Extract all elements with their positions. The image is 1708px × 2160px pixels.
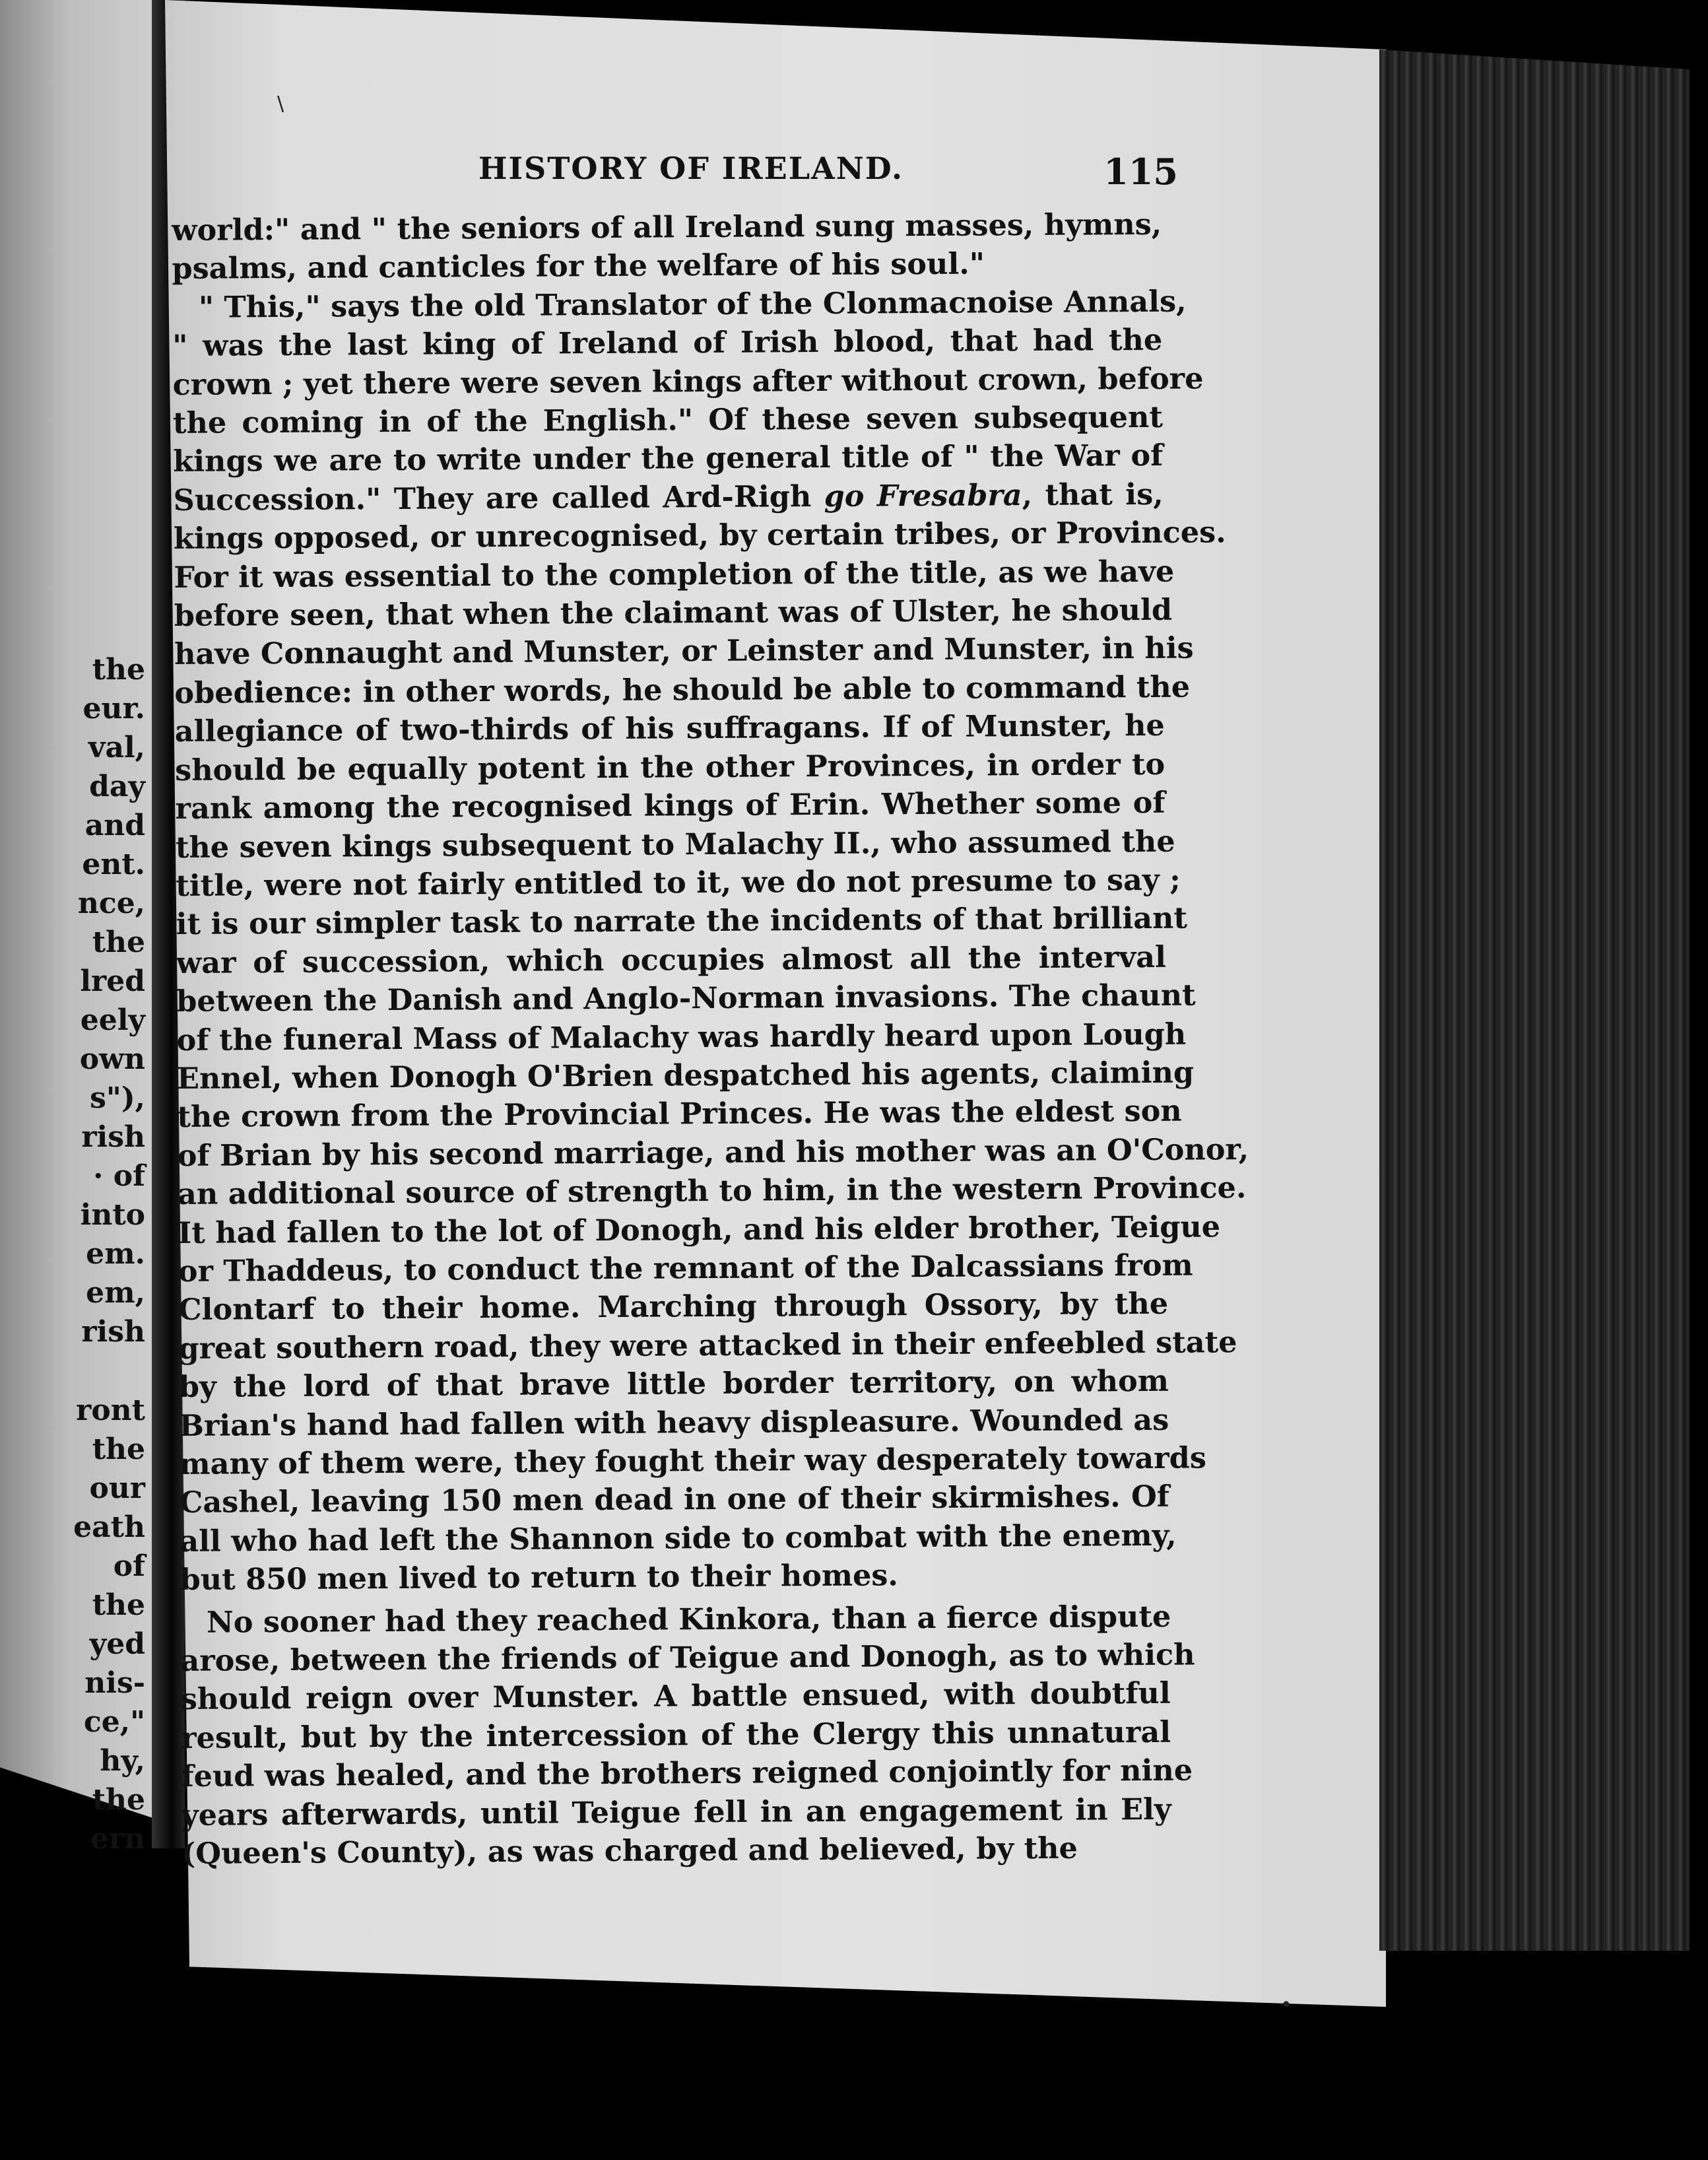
text-line: of Brian by his second marriage, and his mother was an O'Conor, xyxy=(177,1131,1249,1173)
text-line: it is our simpler task to narrate the incidents of that brilliant xyxy=(176,900,1188,942)
left-fragment: of xyxy=(113,1549,145,1583)
left-fragment: val, xyxy=(88,731,145,764)
left-fragment: nis- xyxy=(84,1666,145,1700)
left-page-text-fragments xyxy=(0,650,165,1858)
text-line: (Queen's County), as was charged and believed, by the xyxy=(181,1831,1078,1872)
left-fragment: rish xyxy=(81,1315,145,1349)
text-line: years afterwards, until Teigue fell in an engagement in Ely xyxy=(181,1792,1171,1833)
text-line: the coming in of the English." Of these seven subsequent xyxy=(172,399,1164,441)
text-line: between the Danish and Anglo-Norman invasions. The chaunt xyxy=(176,978,1196,1019)
text-line: Brian's hand had fallen with heavy displeasure. Wounded as xyxy=(179,1402,1169,1443)
left-fragment: em, xyxy=(86,1276,145,1310)
left-fragment: own xyxy=(79,1042,145,1076)
text-line: world:" and " the seniors of all Ireland sung masses, hymns, xyxy=(172,207,1162,248)
paragraph xyxy=(180,1597,1195,1873)
text-line: title, were not fairly entitled to it, we do not presume to say ; xyxy=(176,862,1181,903)
left-fragment: the xyxy=(92,653,145,687)
text-line: before seen, that when the claimant was of Ulster, he should xyxy=(174,592,1173,634)
text-line: crown ; yet there were seven kings after without crown, before xyxy=(172,361,1204,402)
text-line: all who had left the Shannon side to combat with the enemy, xyxy=(180,1518,1177,1559)
text-line: Clontarf to their home. Marching through Ossory, by the xyxy=(178,1287,1169,1328)
text-line: allegiance of two-thirds of his suffragans. If of Munster, he xyxy=(174,708,1165,749)
book-fore-edge xyxy=(1379,50,1690,1951)
left-fragment: and xyxy=(84,809,145,842)
text-line: many of them were, they fought their way desperately towards xyxy=(179,1440,1206,1481)
bottom-dot-mark: • xyxy=(1280,1994,1292,2017)
left-fragment: nce, xyxy=(77,887,145,920)
left-fragment: · of xyxy=(93,1159,145,1193)
text-line: of the funeral Mass of Malachy was hardly heard upon Lough xyxy=(176,1017,1187,1058)
left-fragment: em. xyxy=(86,1237,145,1271)
text-line: obedience: in other words, he should be able to command the xyxy=(174,669,1191,710)
left-fragment: the xyxy=(92,1433,145,1466)
text-line: should be equally potent in the other Provinces, in order to xyxy=(175,747,1166,788)
italic-phrase: go Fresabra xyxy=(824,477,1022,514)
left-fragment: yed xyxy=(89,1627,145,1661)
text-line: It had fallen to the lot of Donogh, and his elder brother, Teigue xyxy=(178,1209,1221,1250)
text-line: have Connaught and Munster, or Leinster and Munster, in his xyxy=(174,631,1194,672)
text-line: but 850 men lived to return to their homes. xyxy=(180,1558,898,1598)
text-line: an additional source of strength to him, in the western Province. xyxy=(177,1170,1247,1212)
text-line: by the lord of that brave little border territory, on whom xyxy=(178,1363,1169,1405)
left-fragment: eely xyxy=(80,1003,145,1037)
left-fragment: ce," xyxy=(83,1705,145,1739)
text-line: Ennel, when Donogh O'Brien despatched his agents, claiming xyxy=(176,1055,1195,1096)
text-line: the seven kings subsequent to Malachy II., who assumed the xyxy=(175,824,1175,865)
paragraph xyxy=(172,283,1249,1600)
left-fragment: the xyxy=(92,1783,145,1817)
text-line: feud was healed, and the brothers reigned conjointly for nine xyxy=(181,1753,1193,1794)
text-line: great southern road, they were attacked in their enfeebled state xyxy=(178,1324,1237,1366)
left-fragment: s"), xyxy=(90,1081,145,1115)
left-fragment: eur. xyxy=(82,692,145,726)
text-line: arose, between the friends of Teigue and Donogh, as to which xyxy=(180,1637,1195,1678)
text-line: should reign over Munster. A battle ensued, with doubtful xyxy=(180,1676,1171,1717)
paragraph xyxy=(172,205,1162,288)
text-line: kings opposed, or unrecognised, by certain tribes, or Provinces. xyxy=(173,515,1226,557)
top-tick-mark: \ xyxy=(277,92,284,116)
left-fragment: ent. xyxy=(82,848,145,881)
text-line: " was the last king of Ireland of Irish blood, that had the xyxy=(172,323,1163,364)
text-line: or Thaddeus, to conduct the remnant of the Dalcassians from xyxy=(178,1248,1193,1289)
left-fragment: lred xyxy=(80,964,145,998)
body-text xyxy=(172,205,1249,1873)
text-line: Succession." They are called Ard-Righ go Fresabra, that is, xyxy=(173,477,1164,518)
text-line: No sooner had they reached Kinkora, than a fierce dispute xyxy=(206,1599,1171,1640)
page-number: 115 xyxy=(1103,151,1178,193)
left-fragment: eath xyxy=(73,1510,145,1544)
running-title: HISTORY OF IRELAND. xyxy=(478,151,904,186)
text-line: result, but by the intercession of the Clergy this unnatural xyxy=(180,1714,1171,1755)
left-fragment: ront xyxy=(76,1394,145,1427)
text-line: the crown from the Provincial Princes. He was the eldest son xyxy=(177,1094,1182,1135)
left-fragment: day xyxy=(89,770,145,803)
left-fragment: hy, xyxy=(100,1744,145,1778)
text-line: rank among the recognised kings of Erin. Whether some of xyxy=(175,785,1166,827)
text-line: Cashel, leaving 150 men dead in one of their skirmishes. Of xyxy=(179,1479,1170,1520)
left-fragment: the xyxy=(92,1588,145,1622)
left-fragment: our xyxy=(89,1471,145,1505)
left-fragment: ern xyxy=(90,1822,145,1856)
text-line: psalms, and canticles for the welfare of his soul." xyxy=(172,246,985,287)
text-line: For it was essential to the completion of the title, as we have xyxy=(174,554,1175,595)
left-fragment: into xyxy=(80,1198,145,1232)
text-line: kings we are to write under the general title of " the War of xyxy=(173,438,1164,479)
left-fragment: rish xyxy=(81,1120,145,1154)
text-line: " This," says the old Translator of the Clonmacnoise Annals, xyxy=(198,284,1187,325)
left-fragment: the xyxy=(92,926,145,959)
text-line: war of succession, which occupies almost all the interval xyxy=(176,939,1167,980)
